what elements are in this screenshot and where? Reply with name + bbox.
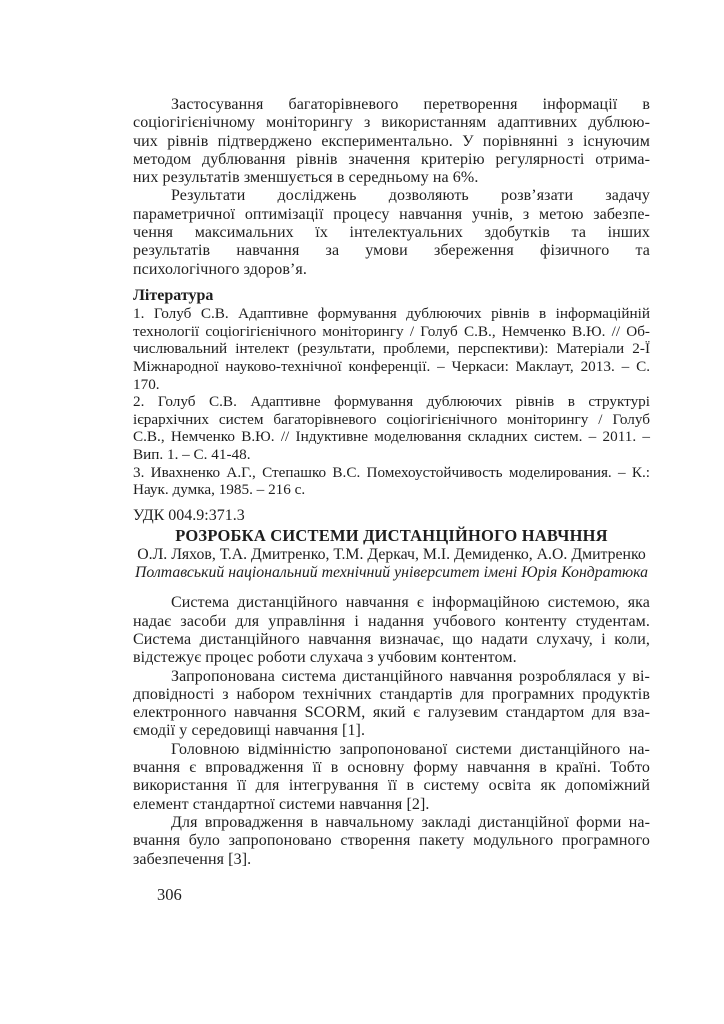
text-line: Результати досліджень дозволяють розв’язати задачу — [171, 187, 650, 205]
text-line: психологічного здоров’я. — [133, 260, 307, 278]
text-line: забезпечення [3]. — [133, 850, 252, 868]
text-line: числювальний інтелект (результати, проблеми, перспективи): Матеріали 2-Ї — [133, 340, 650, 358]
affiliation-line: Полтавський національний технічний університет імені Юрія Кондратюка — [134, 564, 649, 582]
text-line: електронного навчання SCORM, який є галузевим стандартом для вза- — [133, 704, 650, 722]
text-line: параметричної оптимізації процесу навчання учнів, з метою забезпе- — [133, 205, 650, 223]
text-line: результатів навчання за умови збереження фізичного та — [133, 242, 650, 260]
authors-line: О.Л. Ляхов, Т.А. Дмитренко, Т.М. Деркач, М.І. Демиденко, А.О. Дмитренко — [137, 545, 646, 563]
paragraph-conclusion-2 — [133, 187, 650, 278]
page-number: 306 — [157, 885, 182, 904]
text-line: ємодії у середовищі навчання [1]. — [133, 722, 366, 740]
reference-item-2 — [133, 393, 650, 463]
text-line: Застосування багаторівневого перетворення інформації в — [171, 96, 650, 113]
text-line: них результатів зменшується в середньому на 6%. — [133, 169, 479, 187]
text-line: Наук. думка, 1985. – 216 с. — [133, 481, 306, 499]
paragraph-conclusion-1 — [133, 96, 650, 187]
text-line: Головною відмінністю запропонованої системи дистанційного на- — [171, 740, 650, 758]
text-line: відстежує процес роботи слухача з учбовим контентом. — [133, 649, 517, 667]
text-line: Вип. 1. – С. 41-48. — [133, 446, 251, 464]
text-line: дповідності з набором технічних стандартів для програмних продуктів — [133, 685, 650, 703]
paragraph-implementation — [133, 814, 650, 869]
udc-code: УДК 004.9:371.3 — [133, 507, 245, 525]
paragraph-intro — [133, 594, 650, 667]
article-title: РОЗРОБКА СИСТЕМИ ДИСТАНЦІЙНОГО НАВЧННЯ — [175, 526, 608, 546]
text-line: технології соціогігієнічного моніторингу / Голуб С.В., Немченко В.Ю. // Об- — [133, 322, 650, 340]
text-line: Міжнародної науково-технічної конференції. – Черкаси: Маклаут, 2013. – С. — [133, 358, 650, 376]
references-heading: Література — [133, 286, 214, 304]
text-line: Система дистанційного навчання є інформаційною системою, яка — [171, 594, 650, 612]
text-line: чих рівнів підтверджено експериментально. У порівнянні з існуючим — [133, 132, 650, 150]
text-line: Система дистанційного навчання визначає, що надати слухачу, і коли, — [133, 630, 650, 648]
text-line: чення максимальних їх інтелектуальних здобутків та інших — [133, 224, 650, 242]
text-line: 170. — [133, 375, 160, 393]
reference-item-1 — [133, 305, 650, 393]
paragraph-difference — [133, 741, 650, 814]
text-line: ієрархічних систем багаторівневого соціогігієнічного моніторингу / Голуб — [133, 410, 650, 428]
text-line: 3. Ивахненко А.Г., Степашко В.С. Помехоустойчивость моделирования. – К.: — [133, 463, 650, 481]
text-line: вчання є впровадження її в основну форму навчання в країні. Тобто — [133, 759, 650, 777]
text-line: елемент стандартної системи навчання [2]. — [133, 795, 430, 813]
text-line: Для впровадження в навчальному закладі дистанційної форми на- — [171, 813, 650, 831]
text-column — [133, 96, 650, 869]
paragraph-scorm — [133, 668, 650, 741]
text-line: Запропонована система дистанційного навчання розроблялася у ві- — [171, 667, 650, 685]
text-line: використання її для інтегрування її в систему освіта як допоміжний — [133, 777, 650, 795]
text-line: соціогігієнічному моніторингу з використанням адаптивних дублюю- — [133, 114, 650, 132]
text-line: методом дублювання рівнів значення критерію регулярності отрима- — [133, 150, 650, 168]
text-line: 2. Голуб С.В. Адаптивне формування дублюючих рівнів в структурі — [133, 393, 650, 411]
text-line: С.В., Немченко В.Ю. // Індуктивне моделювання складних систем. – 2011. – — [133, 428, 650, 446]
text-line: вчання було запропоновано створення пакету модульного програмного — [133, 832, 650, 850]
reference-item-3 — [133, 464, 650, 499]
text-line: надає засоби для управління і надання учбового контенту студентам. — [133, 612, 650, 630]
text-line: 1. Голуб С.В. Адаптивне формування дублюючих рівнів в інформаційній — [133, 305, 650, 323]
